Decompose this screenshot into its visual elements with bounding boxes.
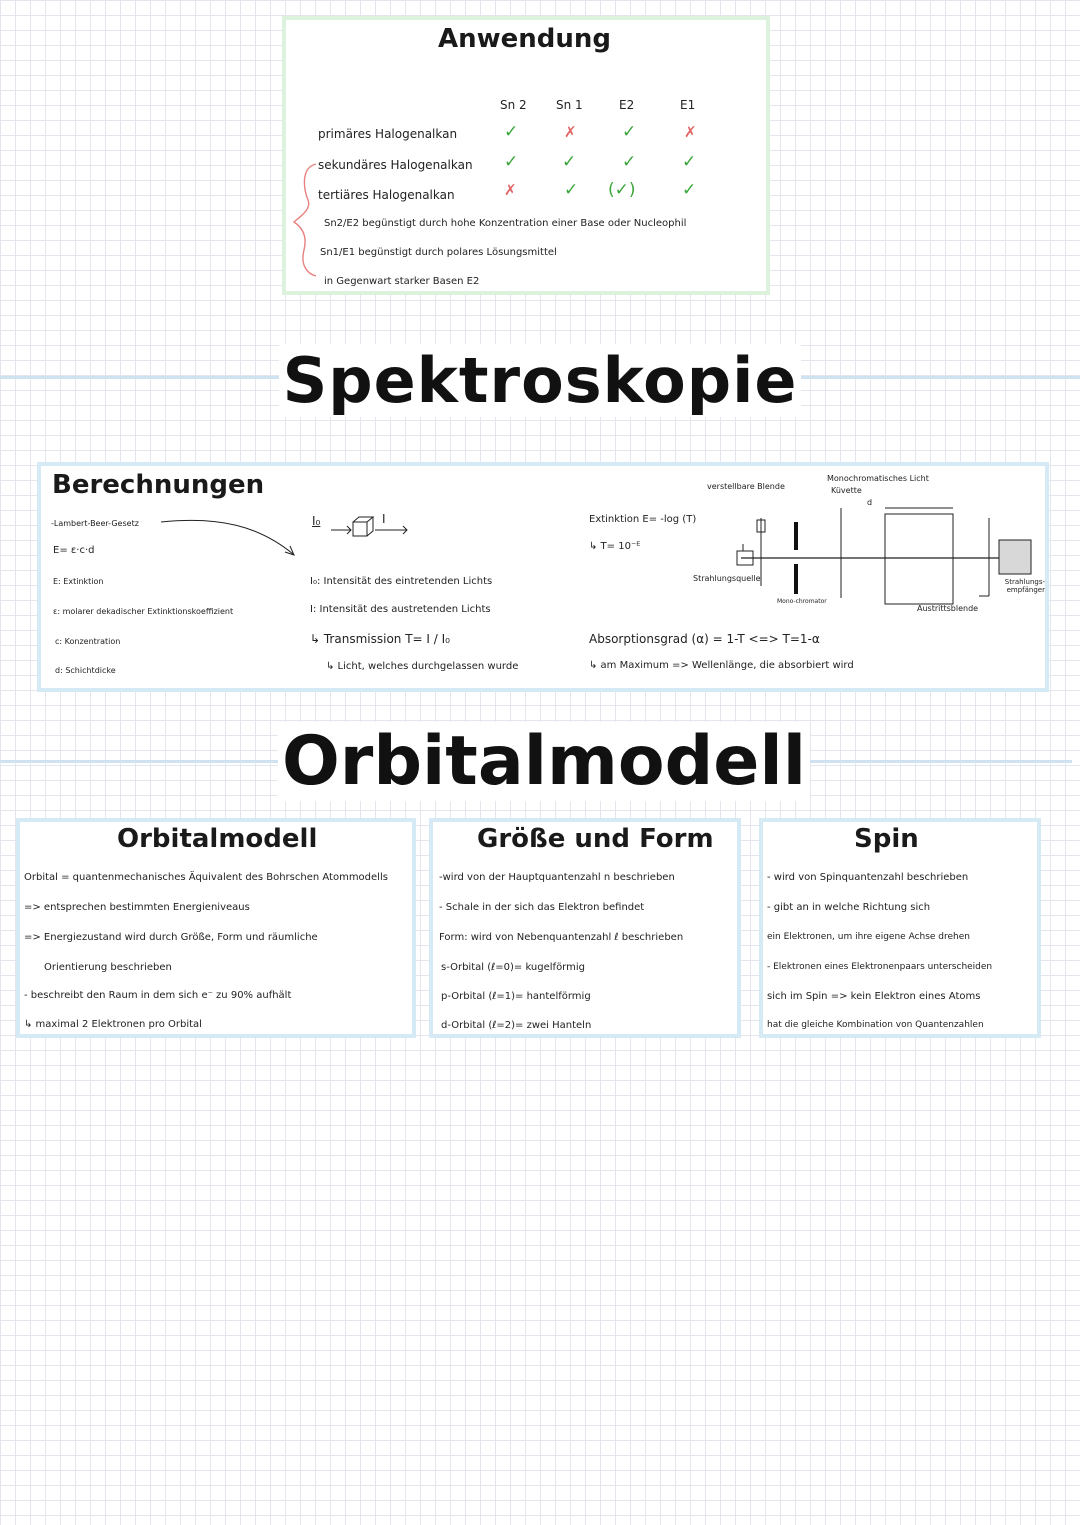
spektroskopie-title-text: Spektroskopie	[279, 344, 802, 417]
transmission-formula: ↳ T= 10⁻ᴱ	[589, 541, 641, 552]
def-i: I: Intensität des austretenden Lichts	[310, 604, 491, 615]
spin-line-1: - wird von Spinquantenzahl beschrieben	[767, 872, 969, 883]
label-mono: Mono-chromator	[777, 598, 827, 605]
cell-sekundaer-e1: ✓	[682, 152, 697, 172]
spin-line-3: ein Elektronen, um ihre eigene Achse drehen	[767, 932, 971, 942]
absorption-maximum: ↳ am Maximum => Wellenlänge, die absorbiert wird	[589, 660, 854, 671]
orbitalmodell-title-text: Orbitalmodell	[278, 722, 810, 801]
note-sn1-e1: Sn1/E1 begünstigt durch polares Lösungsmittel	[320, 247, 557, 258]
curved-arrow-icon	[159, 516, 299, 562]
col-header-sn2: Sn 2	[500, 98, 527, 112]
beam-i0: I₀	[312, 514, 321, 528]
form-line-1: -wird von der Hauptquantenzahl n beschrieben	[439, 872, 675, 883]
form-line-2: - Schale in der sich das Elektron befindet	[439, 902, 645, 913]
form-line-5: p-Orbital (ℓ=1)= hantelförmig	[441, 991, 591, 1002]
spin-line-6: hat die gleiche Kombination von Quantenzahlen	[767, 1020, 984, 1030]
groesse-form-box	[429, 818, 741, 1038]
groesse-form-title: Größe und Form	[477, 824, 714, 854]
berechnungen-title: Berechnungen	[52, 470, 265, 500]
form-line-4: s-Orbital (ℓ=0)= kugelförmig	[441, 962, 585, 973]
note-basen: in Gegenwart starker Basen E2	[324, 276, 480, 287]
spectrometer-diagram	[689, 478, 1041, 628]
cell-primaer-e1: ✗	[684, 123, 697, 141]
orbitalmodell-box	[16, 818, 416, 1038]
beam-i: I	[382, 512, 386, 526]
cell-tertiaer-e2: (✓)	[608, 180, 636, 200]
orbital-line-1: Orbital = quantenmechanisches Äquivalent des Bohrschen Atommodells	[24, 872, 388, 883]
col-header-e1: E1	[680, 98, 696, 112]
cell-primaer-e2: ✓	[622, 122, 637, 142]
lambert-beer-formula: E= ε·c·d	[53, 545, 95, 556]
cell-primaer-sn1: ✗	[564, 123, 577, 141]
label-mono-licht: Monochromatisches Licht	[827, 474, 929, 483]
def-epsilon: ε: molarer dekadischer Extinktionskoeffizient	[53, 607, 234, 616]
cell-tertiaer-sn1: ✓	[564, 180, 579, 200]
orbital-line-6: ↳ maximal 2 Elektronen pro Orbital	[24, 1019, 202, 1030]
form-line-3: Form: wird von Nebenquantenzahl ℓ beschrieben	[439, 932, 684, 943]
label-strahlungsquelle: Strahlungsquelle	[693, 574, 761, 583]
row-label-sekundaer: sekundäres Halogenalkan	[318, 158, 473, 172]
cuvette-cube-icon	[331, 514, 411, 540]
cell-tertiaer-e1: ✓	[682, 180, 697, 200]
label-d: d	[867, 498, 873, 507]
cell-sekundaer-e2: ✓	[622, 152, 637, 172]
orbital-line-5: - beschreibt den Raum in dem sich e⁻ zu 90% aufhält	[24, 990, 292, 1001]
extinktion-formula: Extinktion E= -log (T)	[589, 514, 697, 525]
spektroskopie-title	[0, 344, 1080, 417]
note-sn2-e2: Sn2/E2 begünstigt durch hohe Konzentration einer Base oder Nucleophil	[324, 218, 687, 229]
cell-primaer-sn2: ✓	[504, 122, 519, 142]
orbitalmodell-title	[0, 722, 1080, 801]
def-konzentration: c: Konzentration	[55, 637, 121, 646]
berechnungen-box	[37, 462, 1049, 692]
absorptionsgrad-formula: Absorptionsgrad (α) = 1-T <=> T=1-α	[589, 632, 820, 646]
orbital-line-3: => Energiezustand wird durch Größe, Form und räumliche	[24, 932, 318, 943]
def-transmission: ↳ Transmission T= I / I₀	[310, 632, 450, 646]
spin-title: Spin	[854, 824, 919, 854]
label-empfaenger: Strahlungs-empfänger	[1004, 578, 1045, 594]
label-kuvette: Küvette	[831, 486, 862, 495]
anwendung-title: Anwendung	[438, 24, 612, 54]
orbital-line-2: => entsprechen bestimmten Energieniveaus	[24, 902, 250, 913]
cell-tertiaer-sn2: ✗	[504, 181, 517, 199]
label-austritt: Austrittsblende	[917, 604, 979, 613]
col-header-sn1: Sn 1	[556, 98, 583, 112]
red-brace-icon	[290, 160, 320, 280]
row-label-primaer: primäres Halogenalkan	[318, 127, 458, 141]
def-extinktion: E: Extinktion	[53, 577, 104, 586]
cell-sekundaer-sn1: ✓	[562, 152, 577, 172]
anwendung-box	[282, 16, 770, 295]
orbital-line-4: Orientierung beschrieben	[44, 962, 172, 973]
def-licht: ↳ Licht, welches durchgelassen wurde	[326, 661, 519, 672]
col-header-e2: E2	[619, 98, 635, 112]
form-line-6: d-Orbital (ℓ=2)= zwei Hanteln	[441, 1020, 592, 1031]
spin-box	[759, 818, 1041, 1038]
row-label-tertiaer: tertiäres Halogenalkan	[318, 188, 455, 202]
def-schichtdicke: d: Schichtdicke	[55, 666, 116, 675]
label-blende: verstellbare Blende	[707, 482, 785, 491]
spin-line-5: sich im Spin => kein Elektron eines Atoms	[767, 991, 981, 1002]
spin-line-2: - gibt an in welche Richtung sich	[767, 902, 931, 913]
lambert-beer-label: -Lambert-Beer-Gesetz	[51, 519, 139, 528]
cell-sekundaer-sn2: ✓	[504, 152, 519, 172]
orbitalmodell-box-title: Orbitalmodell	[117, 824, 318, 854]
spin-line-4: - Elektronen eines Elektronenpaars unterscheiden	[767, 962, 993, 972]
def-i0: I₀: Intensität des eintretenden Lichts	[310, 576, 493, 587]
